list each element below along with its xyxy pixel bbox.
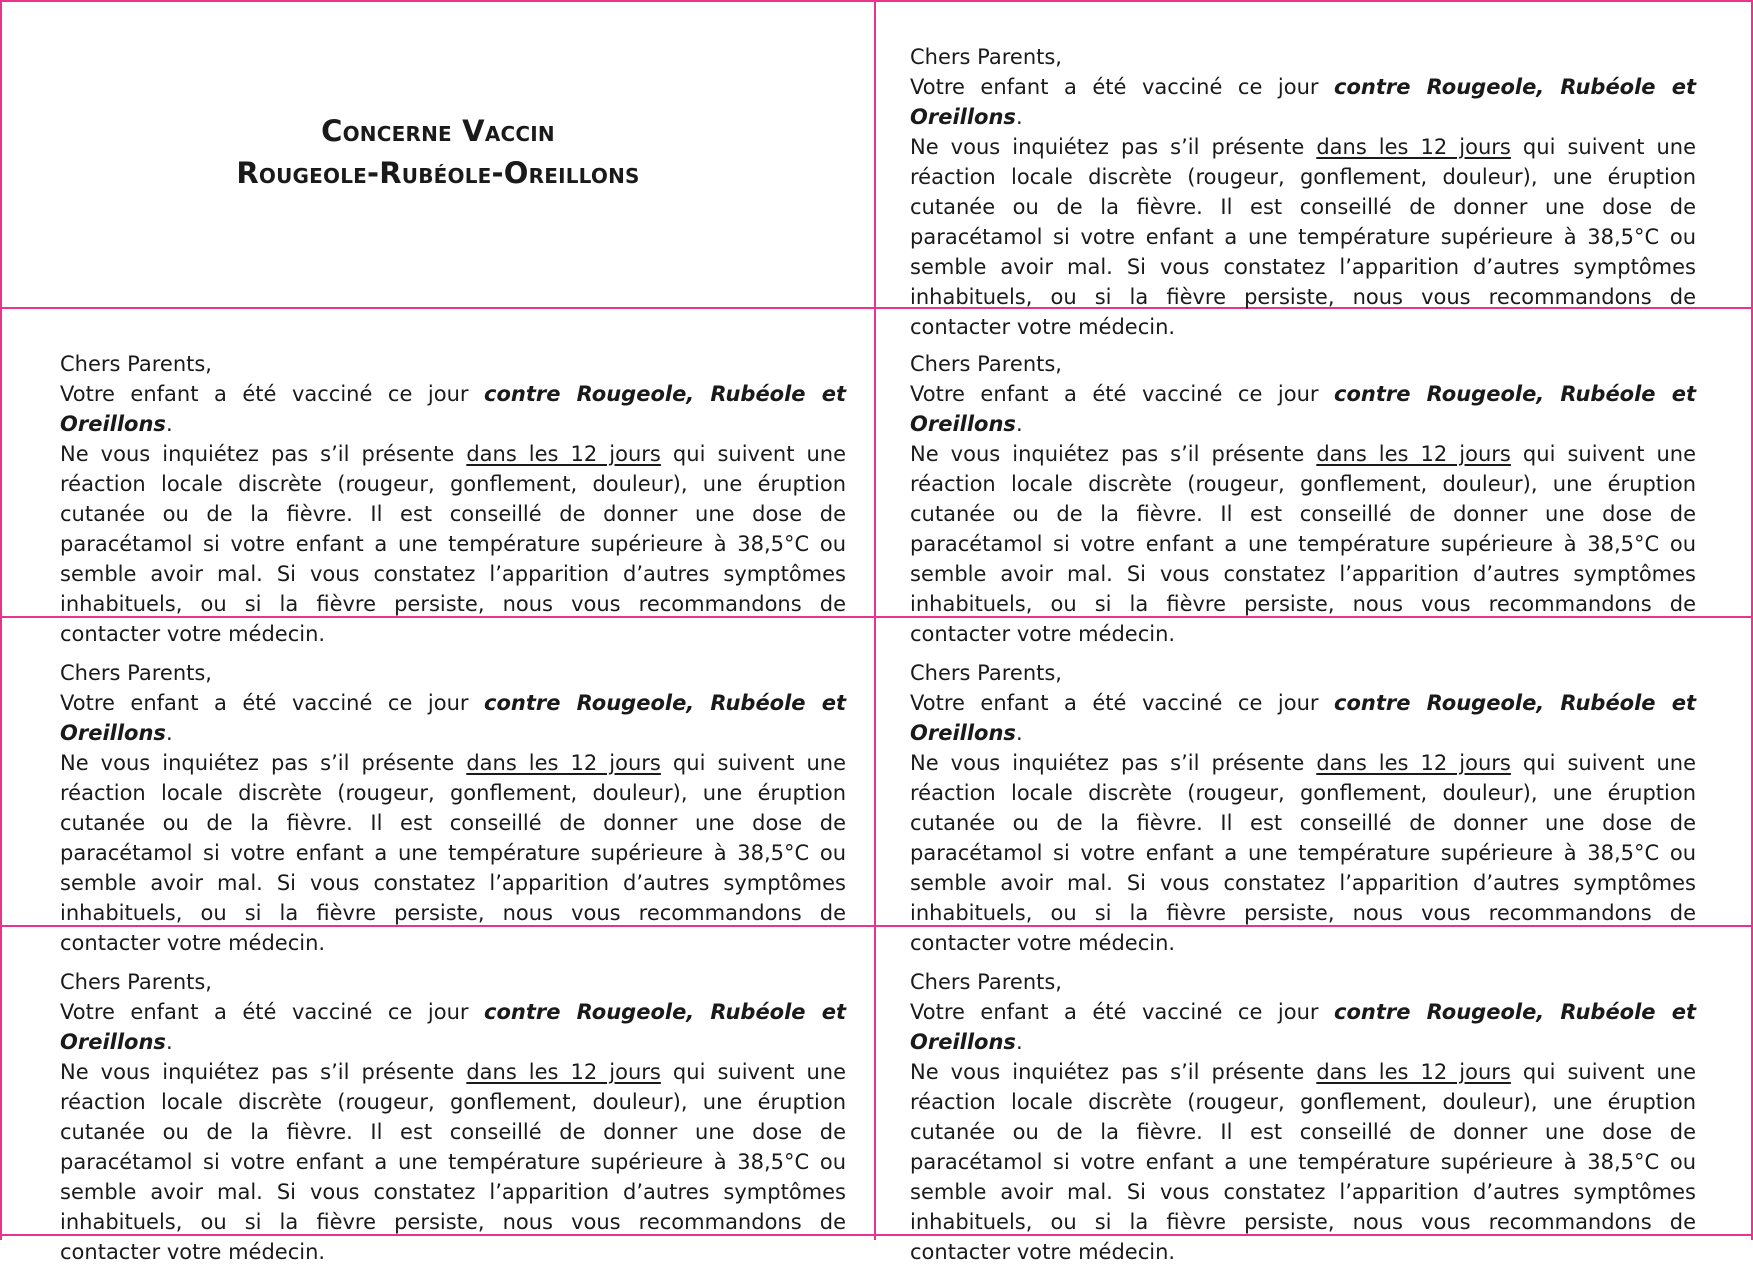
- notice-label-7: [876, 927, 1753, 1264]
- notice-label-5: [876, 618, 1753, 955]
- notice-text: [910, 658, 1696, 958]
- notice-greeting: Chers Parents,: [60, 661, 212, 685]
- notice-lead: Votre enfant a été vacciné ce jour: [910, 1000, 1335, 1024]
- notice-label-1: [876, 0, 1753, 339]
- notice-greeting: Chers Parents,: [60, 970, 212, 994]
- notice-greeting: Chers Parents,: [910, 970, 1062, 994]
- notice-lead: Votre enfant a été vacciné ce jour: [910, 75, 1335, 99]
- notice-para-before: Ne vous inquiétez pas s’il présente: [910, 751, 1317, 775]
- notice-text: [910, 349, 1696, 649]
- notice-text: [910, 967, 1696, 1267]
- notice-para-after: qui suivent une réaction locale discrète (rougeur, gonflement, douleur), une éruption cutanée ou de la fièvre. Il est conseillé de donner une dose de paracétamol si votre enfant a une température supérieure à 38,5°C ou semble avoir mal. Si vous constatez l’apparition d’autres symptômes inhabituels, ou si la fièvre persiste, nous vous recommandons de contacter votre médecin.: [910, 751, 1697, 955]
- next-label-edge-left: [0, 1236, 876, 1240]
- notice-vaccine: contre Rougeole, Rubéole et Oreillons: [910, 691, 1696, 745]
- notice-text: [910, 42, 1696, 342]
- notice-delay: dans les 12 jours: [1316, 135, 1511, 159]
- notice-para-after: qui suivent une réaction locale discrète (rougeur, gonflement, douleur), une éruption cutanée ou de la fièvre. Il est conseillé de donner une dose de paracétamol si votre enfant a une température supérieure à 38,5°C ou semble avoir mal. Si vous constatez l’apparition d’autres symptômes inhabituels, ou si la fièvre persiste, nous vous recommandons de contacter votre médecin.: [910, 442, 1697, 646]
- notice-greeting: Chers Parents,: [910, 661, 1062, 685]
- notice-lead: Votre enfant a été vacciné ce jour: [60, 691, 485, 715]
- notice-vaccine: contre Rougeole, Rubéole et Oreillons: [910, 382, 1696, 436]
- notice-para-after: qui suivent une réaction locale discrète (rougeur, gonflement, douleur), une éruption cutanée ou de la fièvre. Il est conseillé de donner une dose de paracétamol si votre enfant a une température supérieure à 38,5°C ou semble avoir mal. Si vous constatez l’apparition d’autres symptômes inhabituels, ou si la fièvre persiste, nous vous recommandons de contacter votre médecin.: [60, 442, 847, 646]
- notice-period: .: [165, 1030, 173, 1054]
- notice-lead: Votre enfant a été vacciné ce jour: [60, 1000, 485, 1024]
- notice-delay: dans les 12 jours: [466, 442, 661, 466]
- notice-vaccine: contre Rougeole, Rubéole et Oreillons: [910, 1000, 1696, 1054]
- notice-lead: Votre enfant a été vacciné ce jour: [60, 382, 485, 406]
- notice-label-6: [0, 927, 876, 1264]
- notice-para-after: qui suivent une réaction locale discrète (rougeur, gonflement, douleur), une éruption cutanée ou de la fièvre. Il est conseillé de donner une dose de paracétamol si votre enfant a une température supérieure à 38,5°C ou semble avoir mal. Si vous constatez l’apparition d’autres symptômes inhabituels, ou si la fièvre persiste, nous vous recommandons de contacter votre médecin.: [60, 1060, 847, 1264]
- notice-para-before: Ne vous inquiétez pas s’il présente: [910, 135, 1317, 159]
- notice-para-before: Ne vous inquiétez pas s’il présente: [60, 751, 467, 775]
- title-line-1: Concerne Vaccin: [321, 113, 555, 148]
- notice-para-before: Ne vous inquiétez pas s’il présente: [910, 442, 1317, 466]
- notice-label-3: [876, 309, 1753, 646]
- notice-period: .: [1015, 412, 1023, 436]
- notice-lead: Votre enfant a été vacciné ce jour: [910, 691, 1335, 715]
- notice-period: .: [1015, 105, 1023, 129]
- notice-delay: dans les 12 jours: [1316, 442, 1511, 466]
- notice-period: .: [165, 721, 173, 745]
- notice-period: .: [1015, 721, 1023, 745]
- notice-para-after: qui suivent une réaction locale discrète (rougeur, gonflement, douleur), une éruption cutanée ou de la fièvre. Il est conseillé de donner une dose de paracétamol si votre enfant a une température supérieure à 38,5°C ou semble avoir mal. Si vous constatez l’apparition d’autres symptômes inhabituels, ou si la fièvre persiste, nous vous recommandons de contacter votre médecin.: [910, 1060, 1697, 1264]
- notice-delay: dans les 12 jours: [1316, 1060, 1511, 1084]
- notice-delay: dans les 12 jours: [1316, 751, 1511, 775]
- notice-label-4: [0, 618, 876, 955]
- notice-period: .: [1015, 1030, 1023, 1054]
- notice-delay: dans les 12 jours: [466, 751, 661, 775]
- notice-delay: dans les 12 jours: [466, 1060, 661, 1084]
- notice-vaccine: contre Rougeole, Rubéole et Oreillons: [60, 1000, 846, 1054]
- title-block: [236, 110, 639, 194]
- notice-vaccine: contre Rougeole, Rubéole et Oreillons: [910, 75, 1696, 129]
- notice-para-before: Ne vous inquiétez pas s’il présente: [60, 442, 467, 466]
- notice-para-before: Ne vous inquiétez pas s’il présente: [60, 1060, 467, 1084]
- notice-period: .: [165, 412, 173, 436]
- notice-para-before: Ne vous inquiétez pas s’il présente: [910, 1060, 1317, 1084]
- notice-text: [60, 658, 846, 958]
- notice-greeting: Chers Parents,: [910, 352, 1062, 376]
- notice-lead: Votre enfant a été vacciné ce jour: [910, 382, 1335, 406]
- notice-vaccine: contre Rougeole, Rubéole et Oreillons: [60, 691, 846, 745]
- notice-para-after: qui suivent une réaction locale discrète (rougeur, gonflement, douleur), une éruption cutanée ou de la fièvre. Il est conseillé de donner une dose de paracétamol si votre enfant a une température supérieure à 38,5°C ou semble avoir mal. Si vous constatez l’apparition d’autres symptômes inhabituels, ou si la fièvre persiste, nous vous recommandons de contacter votre médecin.: [60, 751, 847, 955]
- next-label-edge-right: [876, 1236, 1753, 1240]
- notice-greeting: Chers Parents,: [60, 352, 212, 376]
- title-label: [0, 0, 876, 309]
- notice-greeting: Chers Parents,: [910, 45, 1062, 69]
- notice-vaccine: contre Rougeole, Rubéole et Oreillons: [60, 382, 846, 436]
- notice-text: [60, 349, 846, 649]
- notice-text: [60, 967, 846, 1267]
- title-line-2: Rougeole-Rubéole-Oreillons: [236, 155, 640, 190]
- notice-para-after: qui suivent une réaction locale discrète (rougeur, gonflement, douleur), une éruption cutanée ou de la fièvre. Il est conseillé de donner une dose de paracétamol si votre enfant a une température supérieure à 38,5°C ou semble avoir mal. Si vous constatez l’apparition d’autres symptômes inhabituels, ou si la fièvre persiste, nous vous recommandons de contacter votre médecin.: [910, 135, 1697, 339]
- notice-label-2: [0, 309, 876, 646]
